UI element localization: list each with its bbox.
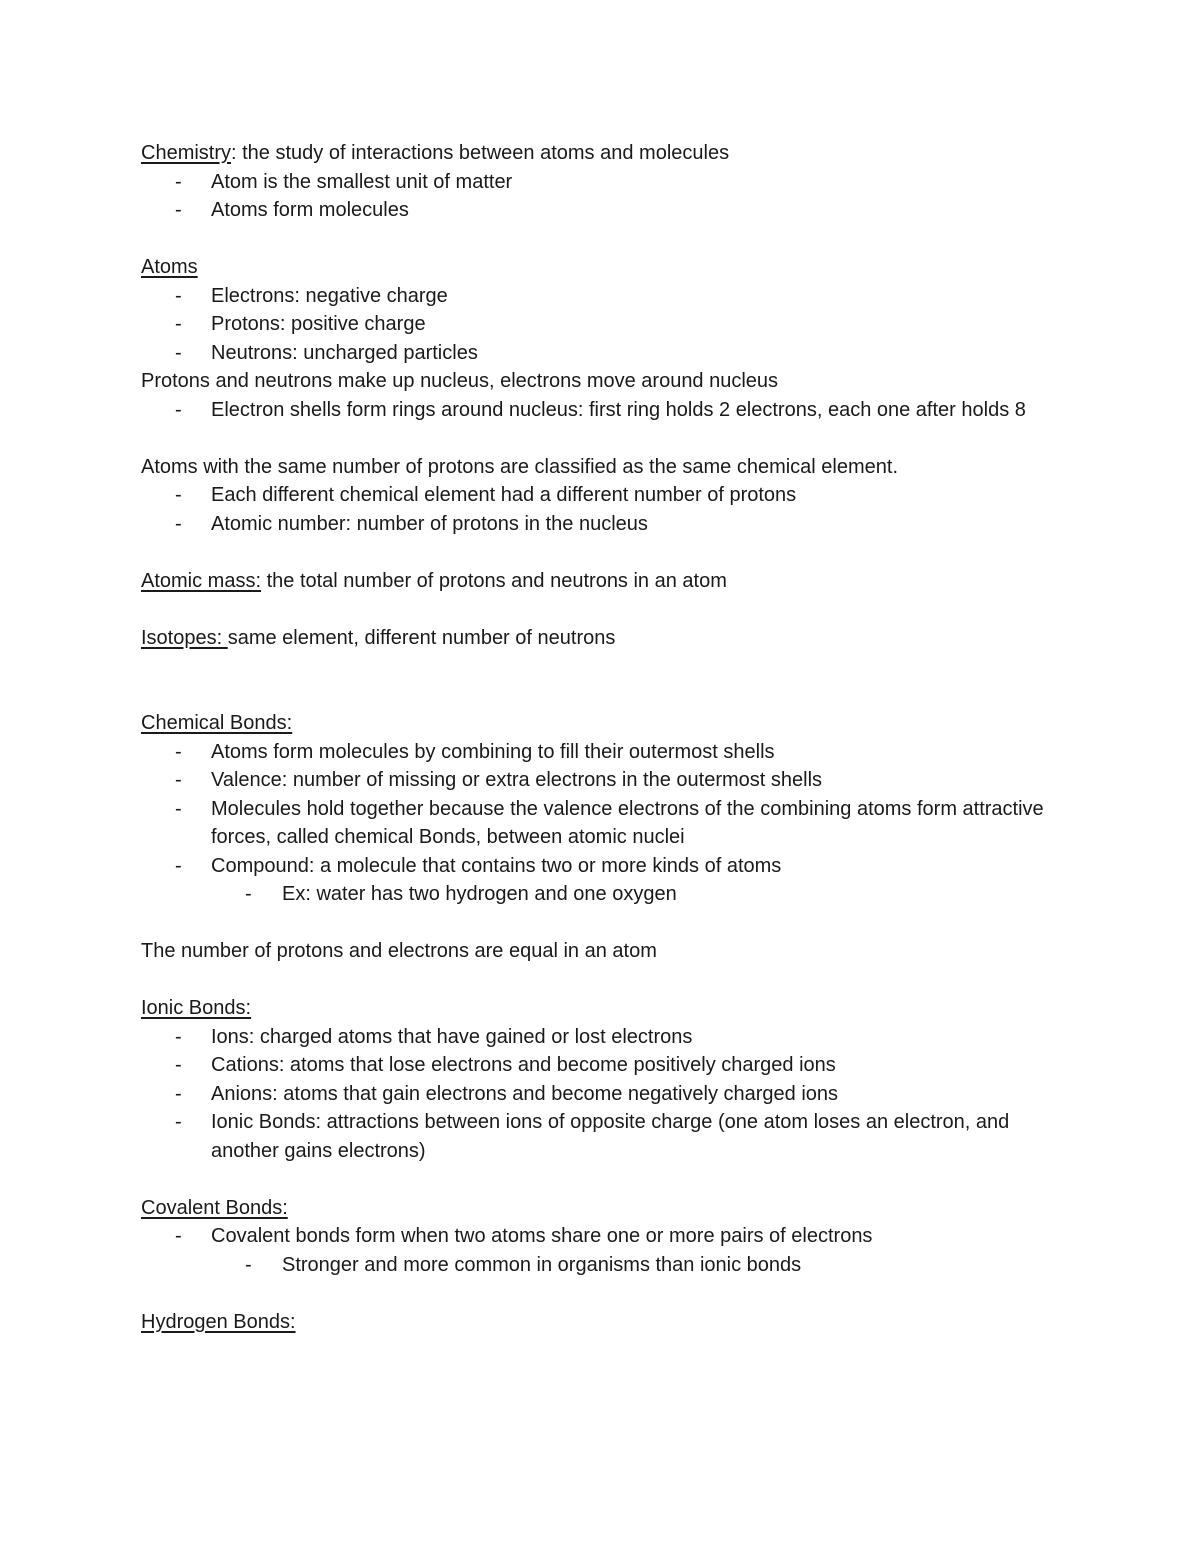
chemical-bonds-heading-line bbox=[141, 709, 1051, 738]
sub-list-item: - Stronger and more common in organisms than ionic bonds bbox=[211, 1251, 1051, 1280]
atomic-mass-definition bbox=[141, 567, 1051, 596]
isotopes-definition bbox=[141, 624, 1051, 653]
isotopes-term: Isotopes: bbox=[141, 626, 228, 649]
atoms-bullet-list bbox=[141, 282, 1051, 368]
list-item bbox=[141, 1222, 1051, 1279]
list-item: - Anions: atoms that gain electrons and become negatively charged ions bbox=[141, 1080, 1051, 1109]
list-item: - Ions: charged atoms that have gained or lost electrons bbox=[141, 1023, 1051, 1052]
list-item: - Each different chemical element had a different number of protons bbox=[141, 481, 1051, 510]
blank-line bbox=[141, 595, 1051, 624]
chemistry-definition-text: : the study of interactions between atoms and molecules bbox=[231, 142, 730, 164]
list-item: - Electrons: negative charge bbox=[141, 282, 1051, 311]
blank-line bbox=[141, 538, 1051, 567]
covalent-bonds-bullet-list bbox=[141, 1222, 1051, 1279]
blank-line bbox=[141, 652, 1051, 681]
list-item: - Molecules hold together because the valence electrons of the combining atoms form attractive forces, called chemical Bonds, between atomic nuclei bbox=[141, 795, 1051, 852]
list-item: - Cations: atoms that lose electrons and become positively charged ions bbox=[141, 1051, 1051, 1080]
list-item: - Valence: number of missing or extra electrons in the outermost shells bbox=[141, 766, 1051, 795]
atomic-mass-definition-text: the total number of protons and neutrons in an atom bbox=[261, 569, 727, 592]
list-item: - Atom is the smallest unit of matter bbox=[141, 168, 1051, 197]
ionic-bonds-bullet-list bbox=[141, 1023, 1051, 1166]
list-item: - Atoms form molecules bbox=[141, 196, 1051, 225]
blank-line bbox=[141, 1279, 1051, 1308]
ionic-bonds-heading-line bbox=[141, 994, 1051, 1023]
compound-text: Compound: a molecule that contains two or more kinds of atoms bbox=[211, 854, 782, 877]
blank-line bbox=[141, 909, 1051, 938]
list-item: - Ionic Bonds: attractions between ions of opposite charge (one atom loses an electron, and another gains electrons) bbox=[141, 1108, 1051, 1165]
chemical-bonds-bullet-list bbox=[141, 738, 1051, 909]
chemistry-bullet-list bbox=[141, 168, 1051, 225]
hydrogen-bonds-heading-line bbox=[141, 1308, 1051, 1337]
list-item: - Protons: positive charge bbox=[141, 310, 1051, 339]
blank-line bbox=[141, 966, 1051, 995]
chemistry-term: Chemistry bbox=[141, 142, 232, 164]
compound-sub-list bbox=[211, 880, 1051, 909]
blank-line bbox=[141, 1165, 1051, 1194]
list-item: - Atomic number: number of protons in the nucleus bbox=[141, 510, 1051, 539]
chemical-bonds-heading: Chemical Bonds: bbox=[141, 712, 293, 734]
covalent-sub-list bbox=[211, 1251, 1051, 1280]
blank-line bbox=[141, 225, 1051, 254]
covalent-bonds-heading: Covalent Bonds: bbox=[141, 1196, 288, 1219]
list-item: - Neutrons: uncharged particles bbox=[141, 339, 1051, 368]
nucleus-text: Protons and neutrons make up nucleus, electrons move around nucleus bbox=[141, 370, 779, 392]
atomic-mass-term: Atomic mass: bbox=[141, 569, 262, 592]
covalent-bonds-heading-line bbox=[141, 1194, 1051, 1223]
list-item: - Atoms form molecules by combining to fill their outermost shells bbox=[141, 738, 1051, 767]
covalent-text: Covalent bonds form when two atoms share one or more pairs of electrons bbox=[211, 1225, 873, 1247]
sub-list-item: - Ex: water has two hydrogen and one oxygen bbox=[211, 880, 1051, 909]
elements-text: Atoms with the same number of protons are classified as the same chemical element. bbox=[141, 455, 899, 478]
isotopes-definition-text: same element, different number of neutrons bbox=[227, 626, 616, 649]
blank-line bbox=[141, 424, 1051, 453]
chemistry-definition bbox=[141, 139, 1051, 168]
list-item bbox=[141, 852, 1051, 909]
list-item: - Electron shells form rings around nucleus: first ring holds 2 electrons, each one after holds 8 bbox=[141, 396, 1051, 425]
hydrogen-bonds-heading: Hydrogen Bonds: bbox=[141, 1310, 296, 1333]
equal-text: The number of protons and electrons are equal in an atom bbox=[141, 940, 657, 962]
ionic-bonds-heading: Ionic Bonds: bbox=[141, 997, 252, 1019]
atoms-heading: Atoms bbox=[141, 256, 198, 278]
nucleus-bullet-list bbox=[141, 396, 1051, 425]
document-body bbox=[141, 139, 1051, 1336]
elements-bullet-list bbox=[141, 481, 1051, 538]
blank-line bbox=[141, 681, 1051, 710]
atoms-heading-line bbox=[141, 253, 1051, 282]
